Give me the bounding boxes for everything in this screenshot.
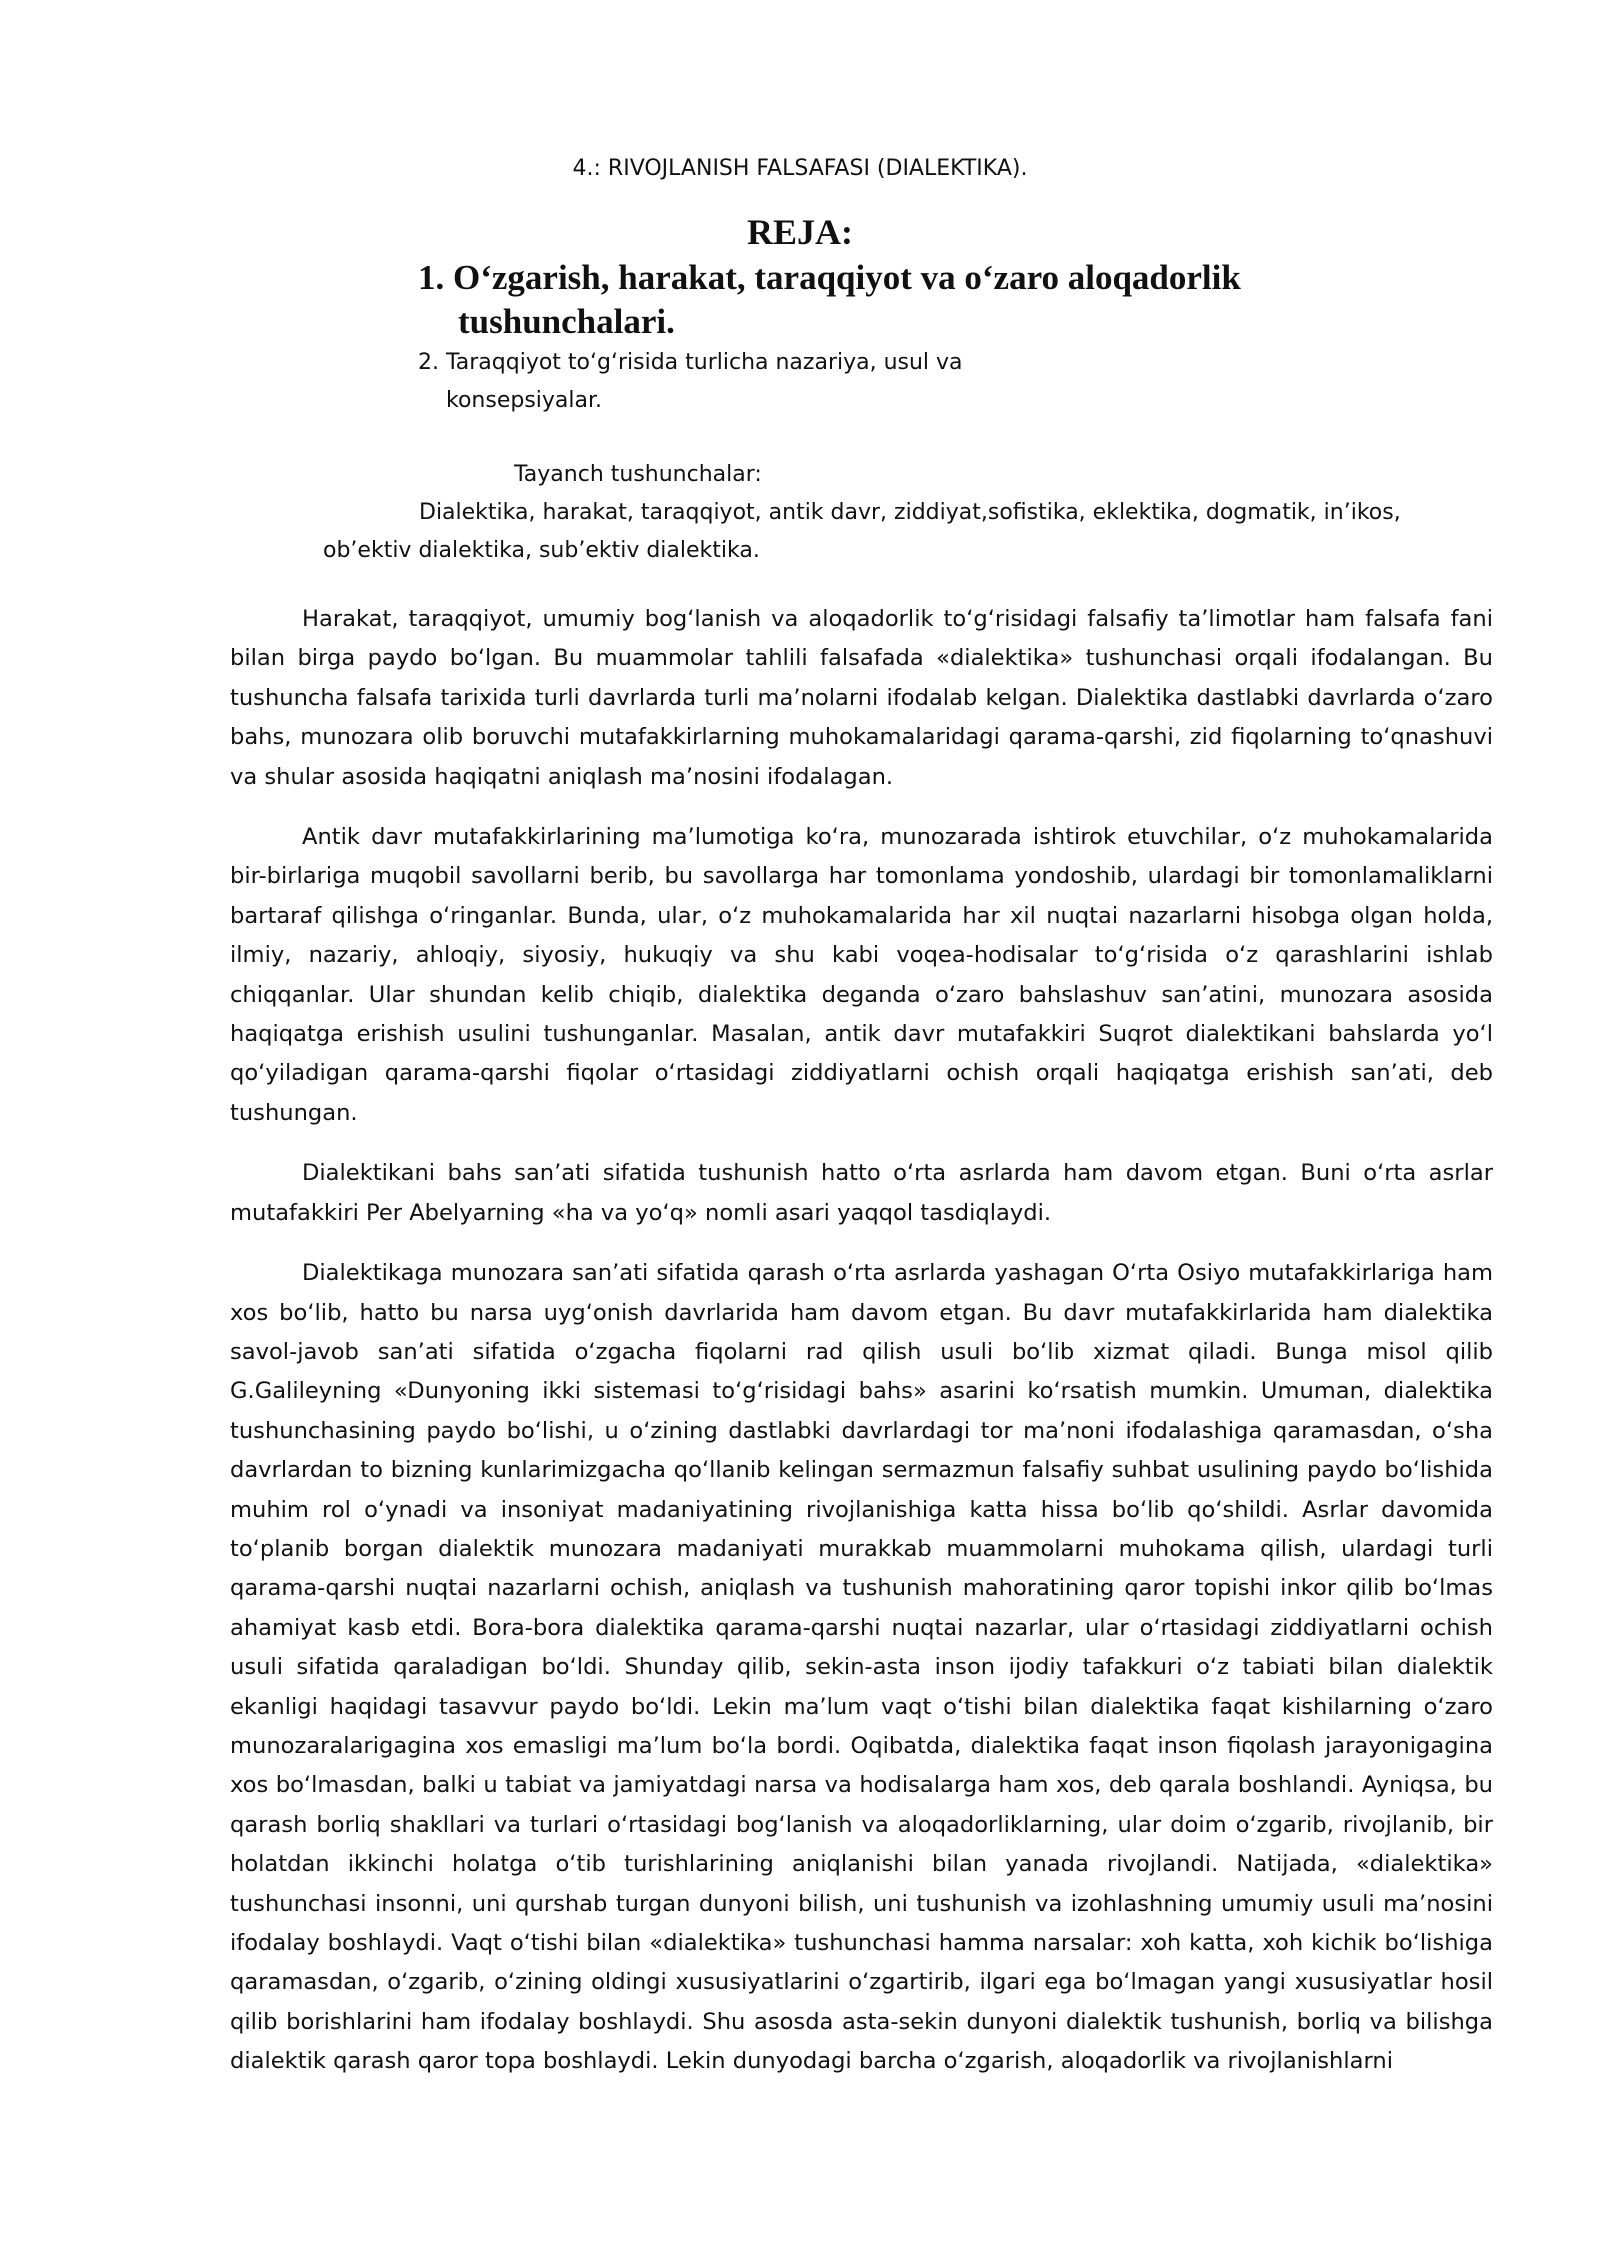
- plan-heading: REJA:: [747, 212, 853, 252]
- paragraph-1: Harakat, taraqqiyot, umumiy bog‘lanish va aloqadorlik to‘g‘risidagi falsafiy ta’limotlar ham falsafa fani bilan birga paydo bo‘lgan. Bu muammolar tahlili falsafada «dialektika» tushunchasi orqali ifodalangan. Bu tushuncha falsafa tarixida turli davrlarda turli ma’nolarni ifodalab kelgan. Dialektika dastlabki davrlarda o‘zaro bahs, munozara olib boruvchi mutafakkirlarning muhokamalaridagi qarama-qarshi, zid fiqolarning to‘qnashuvi va shular asosida haqiqatni aniqlash ma’nosini ifodalagan.: [230, 606, 1493, 790]
- paragraph-3: Dialektikani bahs san’ati sifatida tushunish hatto o‘rta asrlarda ham davom etgan. Buni o‘rta asrlar mutafakkiri Per Abelyarning «ha va yo‘q» nomli asari yaqqol tasdiqlaydi.: [230, 1160, 1493, 1226]
- plan-item-2: [418, 344, 1118, 420]
- chapter-title: 4.: RIVOJLANISH FALSAFASI (DIALEKTIKA).: [572, 156, 1028, 181]
- key-concepts-label: Tayanch tushunchalar:: [514, 462, 762, 487]
- plan-item-1-line-2: tushunchalari.: [458, 302, 675, 341]
- key-concepts-line-1: Dialektika, harakat, taraqqiyot, antik davr, ziddiyat,sofistika, eklektika, dogmatik, in’ikos,: [419, 500, 1401, 525]
- plan-item-1: [418, 256, 1418, 344]
- key-concepts-list: [323, 494, 1493, 570]
- key-concepts-line-2: ob’ektiv dialektika, sub’ektiv dialektika.: [323, 538, 760, 563]
- plan-item-2-line-1: 2. Taraqqiyot to‘g‘risida turlicha nazariya, usul va: [418, 350, 963, 375]
- paragraph-4: Dialektikaga munozara san’ati sifatida qarash o‘rta asrlarda yashagan O‘rta Osiyo mutafakkirlariga ham xos bo‘lib, hatto bu narsa uyg‘onish davrlarida ham davom etgan. Bu davr mutafakkirlarida ham dialektika savol-javob san’ati sifatida o‘zgacha fiqolarni rad qilish usuli bo‘lib xizmat qiladi. Bunga misol qilib G.Galileyning «Dunyoning ikki sistemasi to‘g‘risidagi bahs» asarini ko‘rsatish mumkin. Umuman, dialektika tushunchasining paydo bo‘lishi, u o‘zining dastlabki davrlardagi tor ma’noni ifodalashiga qaramasdan, o‘sha davrlardan to bizning kunlarimizgacha qo‘llanib kelingan sermazmun falsafiy suhbat usulining paydo bo‘lishida muhim rol o‘ynadi va insoniyat madaniyatining rivojlanishiga katta hissa bo‘lib qo‘shildi. Asrlar davomida to‘planib borgan dialektik munozara madaniyati murakkab muammolarni muhokama qilish, ulardagi turli qarama-qarshi nuqtai nazarlarni ochish, aniqlash va tushunish mahoratining qaror topishi inkor qilib bo‘lmas ahamiyat kasb etdi. Bora-bora dialektika qarama-qarshi nuqtai nazarlar, ular o‘rtasidagi ziddiyatlarni ochish usuli sifatida qaraladigan bo‘ldi. Shunday qilib, sekin-asta inson ijodiy tafakkuri o‘z tabiati bilan dialektik ekanligi haqidagi tasavvur paydo bo‘ldi. Lekin ma’lum vaqt o‘tishi bilan dialektika faqat kishilarning o‘zaro munozaralarigagina xos emasligi ma’lum bo‘la bordi. Oqibatda, dialektika faqat inson fiqolash jarayonigagina xos bo‘lmasdan, balki u tabiat va jamiyatdagi narsa va hodisalarga ham xos, deb qarala boshlandi. Ayniqsa, bu qarash borliq shakllari va turlari o‘rtasidagi bog‘lanish va aloqadorliklarning, ular doim o‘zgarib, rivojlanib, bir holatdan ikkinchi holatga o‘tib turishlarining aniqlanishi bilan yanada rivojlandi. Natijada, «dialektika» tushunchasi insonni, uni qurshab turgan dunyoni bilish, uni tushunish va izohlashning umumiy usuli ma’nosini ifodalay boshlaydi. Vaqt o‘tishi bilan «dialektika» tushunchasi hamma narsalar: xoh katta, xoh kichik bo‘lishiga qaramasdan, o‘zgarib, o‘zining oldingi xususiyatlarini o‘zgartirib, ilgari ega bo‘lmagan yangi xususiyatlar hosil qilib borishlarini ham ifodalay boshlaydi. Shu asosda asta-sekin dunyoni dialektik tushunish, borliq va bilishga dialektik qarash qaror topa boshlaydi. Lekin dunyodagi barcha o‘zgarish, aloqadorlik va rivojlanishlarni: [230, 1260, 1493, 2075]
- paragraph-2: Antik davr mutafakkirlarining ma’lumotiga ko‘ra, munozarada ishtirok etuvchilar, o‘z muhokamalarida bir-birlariga muqobil savollarni berib, bu savollarga har tomonlama yondoshib, ulardagi bir tomonlamaliklarni bartaraf qilishga o‘ringanlar. Bunda, ular, o‘z muhokamalarida har xil nuqtai nazarlarni hisobga olgan holda, ilmiy, nazariy, ahloqiy, siyosiy, hukuqiy va shu kabi voqea-hodisalar to‘g‘risida o‘z qarashlarini ishlab chiqqanlar. Ular shundan kelib chiqib, dialektika deganda o‘zaro bahslashuv san’atini, munozara asosida haqiqatga erishish usulini tushunganlar. Masalan, antik davr mutafakkiri Suqrot dialektikani bahslarda yo‘l qo‘yiladigan qarama-qarshi fiqolar o‘rtasidagi ziddiyatlarni ochish orqali haqiqatga erishish san’ati, deb tushungan.: [230, 824, 1493, 1126]
- plan-item-1-line-1: 1. O‘zgarish, harakat, taraqqiyot va o‘zaro aloqadorlik: [418, 258, 1241, 297]
- body-text: [230, 600, 1493, 2103]
- plan-item-2-line-2: konsepsiyalar.: [446, 388, 603, 413]
